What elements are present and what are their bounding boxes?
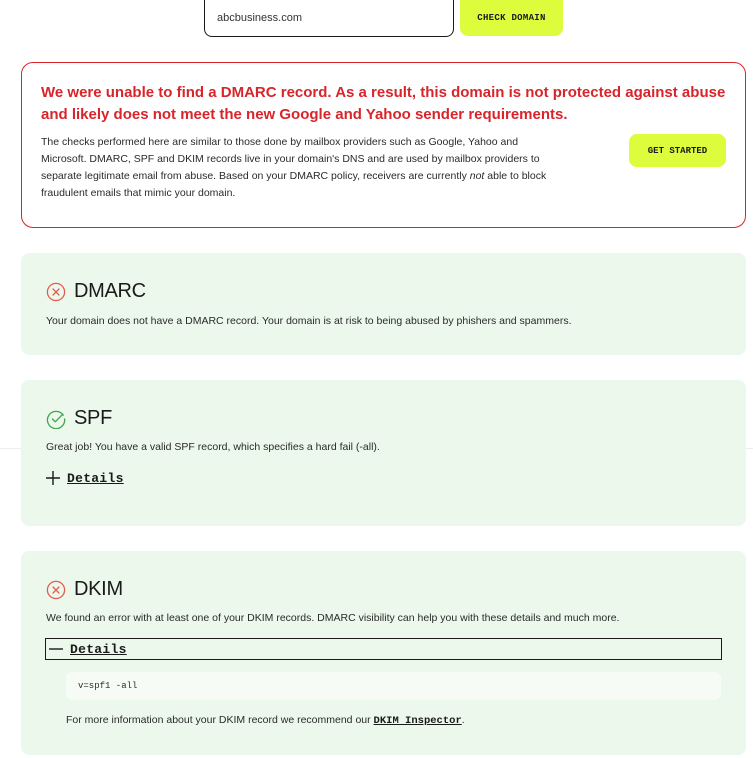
alert-body-text: The checks performed here are similar to those done by mailbox providers such as Google, Yahoo and Microsoft. DMARC, SPF and DKIM records live in your domain's DNS and are used by mailbox providers to separate legitimate email from abuse. Based on your DMARC policy, receivers are currently (41, 136, 540, 182)
spf-title: SPF (74, 407, 112, 429)
dkim-card-header (46, 578, 123, 601)
dkim-title: DKIM (74, 578, 123, 600)
plus-icon (45, 470, 61, 486)
spf-card-header (46, 407, 112, 430)
dmarc-title: DMARC (74, 280, 146, 302)
domain-input[interactable] (204, 0, 454, 37)
x-circle-icon (46, 580, 66, 600)
dmarc-card-header (46, 280, 146, 303)
dkim-more-info-suffix: . (461, 714, 465, 726)
dkim-record-value: v=spf1 -all (66, 672, 721, 700)
dmarc-description: Your domain does not have a DMARC record. Your domain is at risk to being abused by phishers and spammers. (46, 315, 572, 327)
spf-check-card (21, 380, 746, 526)
spf-details-label: Details (67, 470, 124, 486)
get-started-button[interactable]: GET STARTED (629, 134, 726, 167)
alert-body-text-end: able to block fraudulent emails that mimic your domain. (41, 170, 547, 199)
dmarc-missing-alert (21, 62, 746, 228)
dmarc-check-card (21, 253, 746, 355)
dkim-more-info (66, 714, 465, 727)
check-circle-icon (46, 409, 66, 429)
spf-details-toggle[interactable] (45, 470, 124, 486)
dkim-details-toggle[interactable] (45, 638, 722, 660)
dkim-more-info-text: For more information about your DKIM record we recommend our (66, 714, 374, 726)
dkim-details-label: Details (70, 641, 127, 657)
dkim-check-card (21, 551, 746, 755)
minus-icon (48, 641, 64, 657)
alert-title: We were unable to find a DMARC record. As a result, this domain is not protected against abuse and likely does not meet the new Google and Yahoo sender requirements. (41, 84, 726, 123)
spf-description: Great job! You have a valid SPF record, which specifies a hard fail (-all). (46, 441, 380, 453)
dkim-description: We found an error with at least one of your DKIM records. DMARC visibility can help you with these details and much more. (46, 612, 620, 624)
check-domain-button[interactable]: CHECK DOMAIN (460, 0, 563, 36)
dkim-inspector-link[interactable]: DKIM Inspector (373, 715, 462, 727)
alert-body (41, 134, 561, 202)
x-circle-icon (46, 282, 66, 302)
alert-body-emphasis: not (469, 170, 485, 182)
